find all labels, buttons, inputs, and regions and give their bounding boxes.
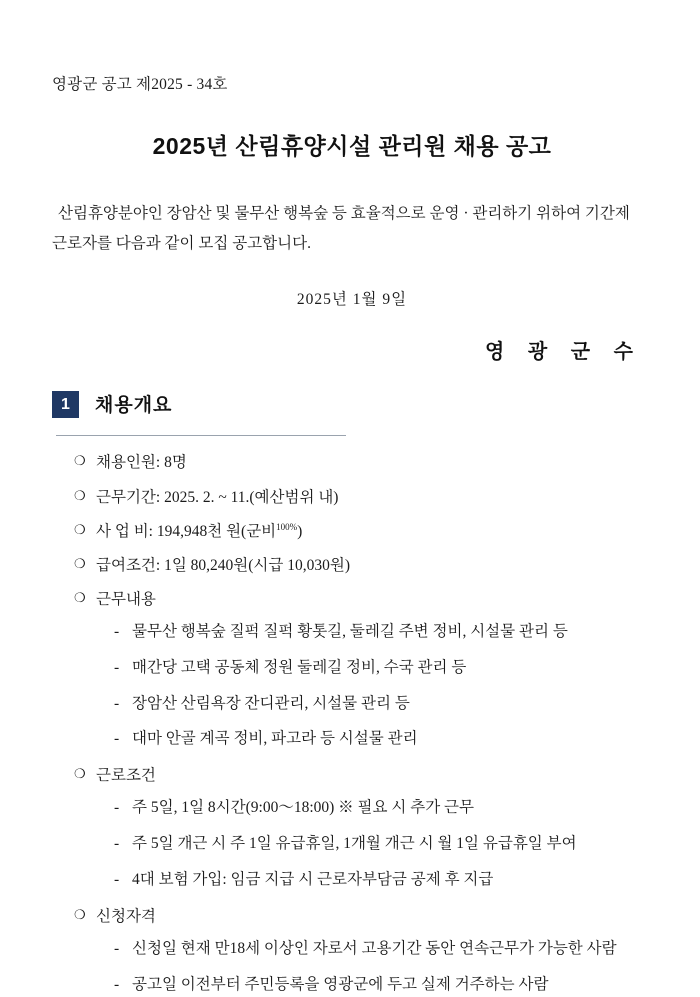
circle-bullet-icon: ❍ [74,487,86,503]
dash-bullet-icon: - [114,975,120,993]
dash-bullet-icon: - [114,870,120,888]
qualifications-sublist [96,937,652,997]
list-item-work-details [74,587,652,752]
circle-bullet-icon: ❍ [74,766,86,782]
list-item-text: 신청일 현재 만18세 이상인 자로서 고용기간 동안 연속근무가 가능한 사람 [132,939,617,957]
announcement-date: 2025년 1월 9일 [296,291,408,309]
list-item-text: 4대 보험 가입: 임금 지급 시 근로자부담금 공제 후 지급 [132,870,494,888]
list-item-text: 매간당 고택 공동체 정원 둘레길 정비, 수국 관리 등 [132,658,467,676]
circle-bullet-icon: ❍ [74,589,86,605]
section-1-title: 채용개요 [95,395,173,417]
circle-bullet-icon: ❍ [74,453,86,469]
section-1-number: 1 [52,391,79,418]
list-item-text: 사 업 비: 194,948천 원(군비 [96,522,277,540]
signer-name: 영 광 군 수 [485,341,642,364]
list-item [114,868,652,893]
list-item-text: 근무기간: 2025. 2. ~ 11.(예산범위 내) [96,488,339,506]
list-item-qualifications [74,904,652,997]
work-conditions-sublist [96,796,652,892]
list-item-text: 채용인원: 8명 [96,454,187,472]
list-item-period [74,485,652,510]
list-item-text: 근무내용 [96,590,156,608]
intro-paragraph [52,199,652,259]
list-item-text: 공고일 이전부터 주민등록을 영광군에 두고 실제 거주하는 사람 [132,975,549,993]
dash-bullet-icon: - [114,730,120,748]
intro-line-1: 산림휴양분야인 장암산 및 물무산 행복숲 등 효율적으로 운영 · 관리하기 위하여 기간제 [58,205,630,222]
list-item-text: 주 5일, 1일 8시간(9:00～18:00) ※ 필요 시 추가 근무 [132,799,474,817]
circle-bullet-icon: ❍ [74,555,86,571]
list-item [114,620,652,645]
dash-bullet-icon: - [114,799,120,817]
work-details-sublist [96,620,652,752]
list-item [114,656,652,681]
list-item [114,796,652,821]
budget-superscript: 100% [276,521,298,532]
list-item [114,937,652,962]
list-item-headcount [74,450,652,475]
intro-line-2: 근로자를 다음과 같이 모집 공고합니다. [52,235,311,253]
list-item-text: 급여조건: 1일 80,240원(시급 10,030원) [96,556,351,574]
section-1-rule [56,435,346,436]
dash-bullet-icon: - [114,658,120,676]
list-item-salary [74,553,652,578]
dash-bullet-icon: - [114,939,120,957]
dash-bullet-icon: - [114,622,120,640]
list-item-text: 근로조건 [96,767,156,785]
list-item [114,973,652,997]
list-item-text-suffix: ) [297,522,303,540]
circle-bullet-icon: ❍ [74,906,86,922]
list-item [114,832,652,857]
list-item-text: 물무산 행복숲 질퍽 질퍽 황톳길, 둘레길 주변 정비, 시설물 관리 등 [132,622,568,640]
list-item-work-conditions [74,763,652,893]
list-item-text: 신청자격 [96,907,156,925]
section-1-header [52,390,652,419]
document-number: 영광군 공고 제2025 - 34호 [52,76,228,93]
list-item-text: 주 5일 개근 시 주 1일 유급휴일, 1개월 개근 시 월 1일 유급휴일 부여 [132,835,577,853]
page-title: 2025년 산림휴양시설 관리원 채용 공고 [152,133,552,159]
dash-bullet-icon: - [114,835,120,853]
circle-bullet-icon: ❍ [74,521,86,537]
section-1-list [52,450,652,997]
list-item-text: 대마 안골 계곡 정비, 파고라 등 시설물 관리 [132,730,418,748]
dash-bullet-icon: - [114,694,120,712]
list-item-budget [74,519,652,544]
list-item [114,727,652,752]
list-item [114,692,652,717]
list-item-text: 장암산 산림욕장 잔디관리, 시설물 관리 등 [132,694,410,712]
